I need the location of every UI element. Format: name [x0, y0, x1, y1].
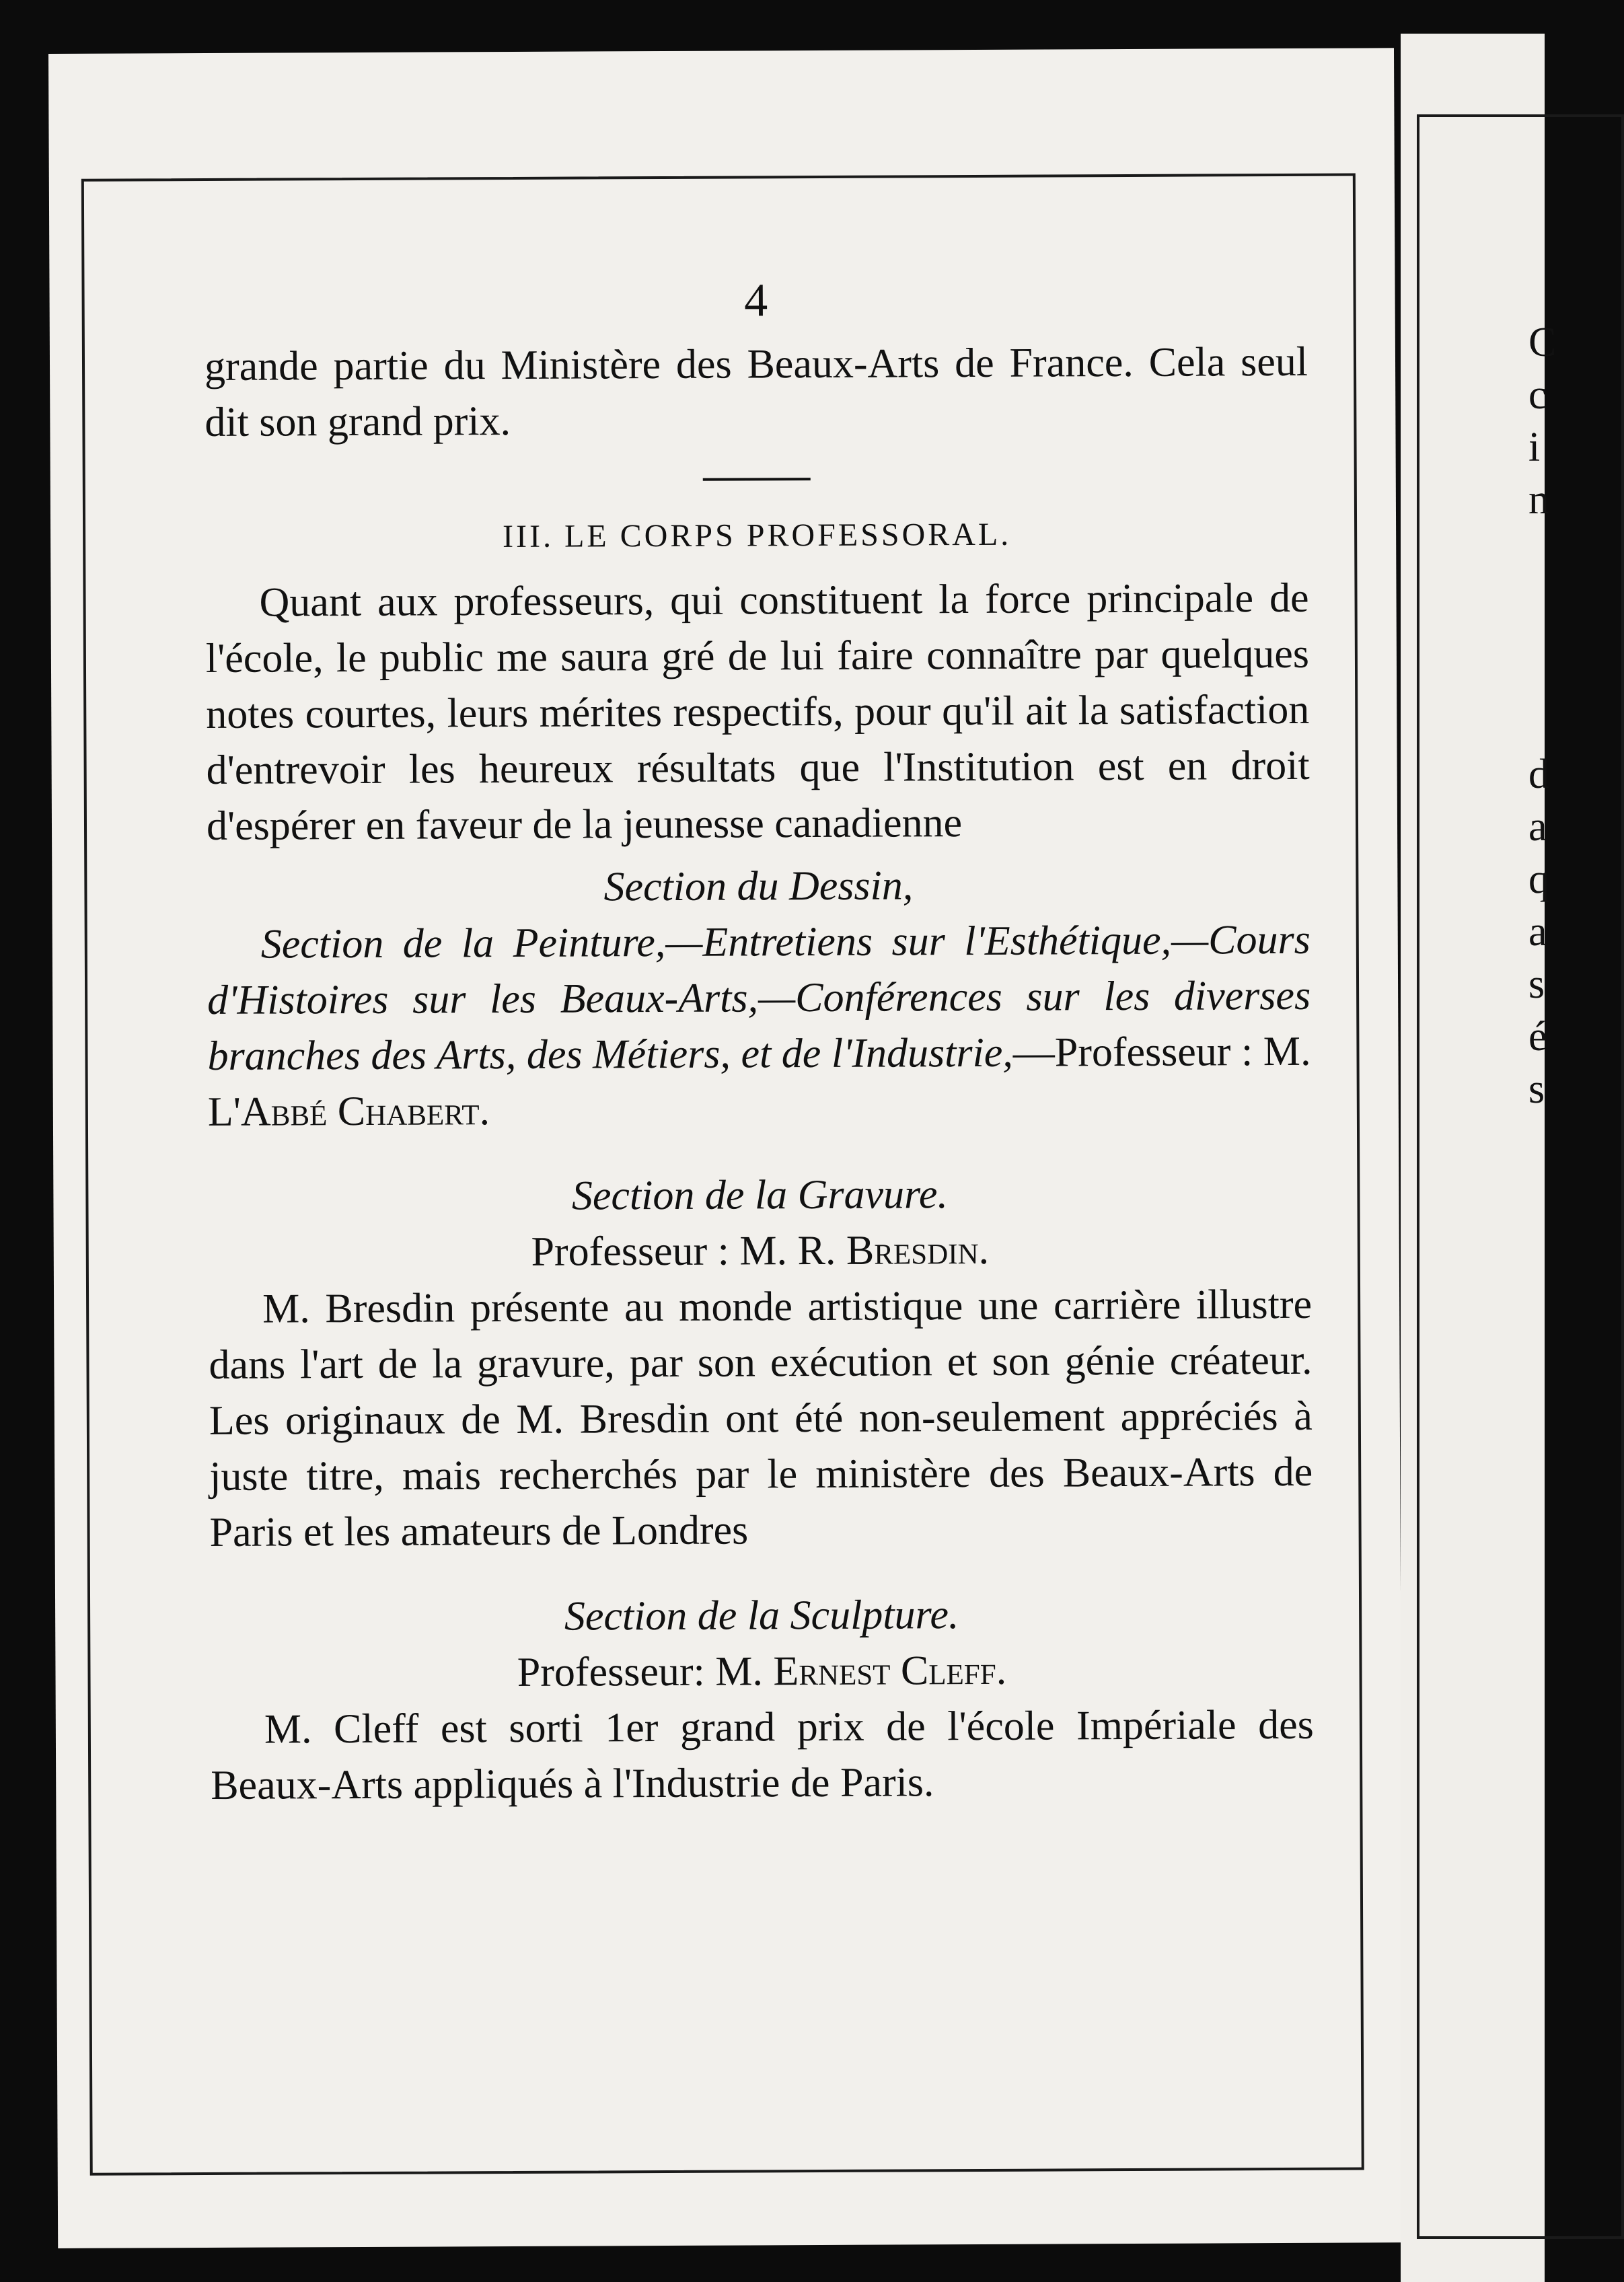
adjacent-letter: n [1528, 477, 1549, 523]
sculpture-professor-label: Professeur: [517, 1648, 705, 1695]
page-content [204, 270, 1314, 1814]
dessin-professor-name: M. L'Abbé Chabert. [207, 1028, 1311, 1135]
gravure-professor-name: M. R. Bresdin. [739, 1226, 990, 1274]
adjacent-letter: i [1528, 425, 1541, 470]
dessin-section-title: Section du Dessin, [603, 862, 914, 910]
adjacent-letter: C [1528, 320, 1557, 365]
scanned-page [48, 48, 1403, 2248]
dessin-professor-label: —Professeur : [1012, 1029, 1253, 1076]
gravure-professor-label: Professeur : [531, 1228, 730, 1275]
page-number: 4 [743, 274, 768, 327]
gravure-paragraph: M. Bresdin présente au monde artistique une carrière illustre dans l'art de la gravure, par son exécution et son génie créateur. Les originaux de M. Bresdin ont été non-seulement appréciés à juste titre, mais recherchés par le ministère des Beaux-Arts de Paris et les amateurs de Londres [209, 1281, 1313, 1555]
gravure-professor-line [209, 1221, 1312, 1282]
sculpture-paragraph: M. Cleff est sorti 1er grand prix de l'école Impériale des Beaux-Arts appliqués à l'Industrie de Paris. [211, 1701, 1315, 1808]
adjacent-letter: a [1528, 804, 1547, 850]
adjacent-page-edge [1401, 34, 1557, 2282]
section-heading: III. LE CORPS PROFESSORAL. [502, 516, 1012, 555]
adjacent-letter: c [1528, 372, 1547, 418]
adjacent-page-frame [1417, 114, 1624, 2239]
adjacent-page-letters [1528, 316, 1569, 1115]
intro-paragraph: grande partie du Ministère des Beaux-Arts de France. Cela seul dit son grand prix. [204, 338, 1308, 445]
adjacent-letter: s [1528, 1066, 1545, 1112]
adjacent-letter: q [1528, 856, 1549, 902]
adjacent-letter: d [1528, 751, 1549, 797]
adjacent-letter: s [1528, 961, 1545, 1007]
dessin-section-detail [207, 912, 1311, 1140]
sculpture-professor-line [210, 1642, 1313, 1702]
adjacent-letter: é [1528, 1014, 1547, 1060]
gravure-section-title: Section de la Gravure. [571, 1171, 949, 1219]
dessin-detail-text: Section de la Peinture,—Entretiens sur l'Esthétique,—Cours d'Histoires sur les Beaux-Arts,—Conférences sur les diverses branches des Arts, des Métiers, et de l'Industrie, [207, 916, 1311, 1079]
professors-paragraph: Quant aux professeurs, qui constituent la force principale de l'école, le public me saura gré de lui faire connaître par quelques notes courtes, leurs mérites respectifs, pour qu'il ait la satisfaction d'entrevoir les heureux résultats que l'Institution est en droit d'espérer en faveur de la jeunesse canadienne [205, 575, 1310, 849]
sculpture-section-title: Section de la Sculpture. [564, 1592, 959, 1640]
sculpture-professor-name: M. Ernest Cleff. [715, 1647, 1007, 1695]
adjacent-letter: a [1528, 909, 1547, 955]
section-divider [703, 478, 811, 481]
